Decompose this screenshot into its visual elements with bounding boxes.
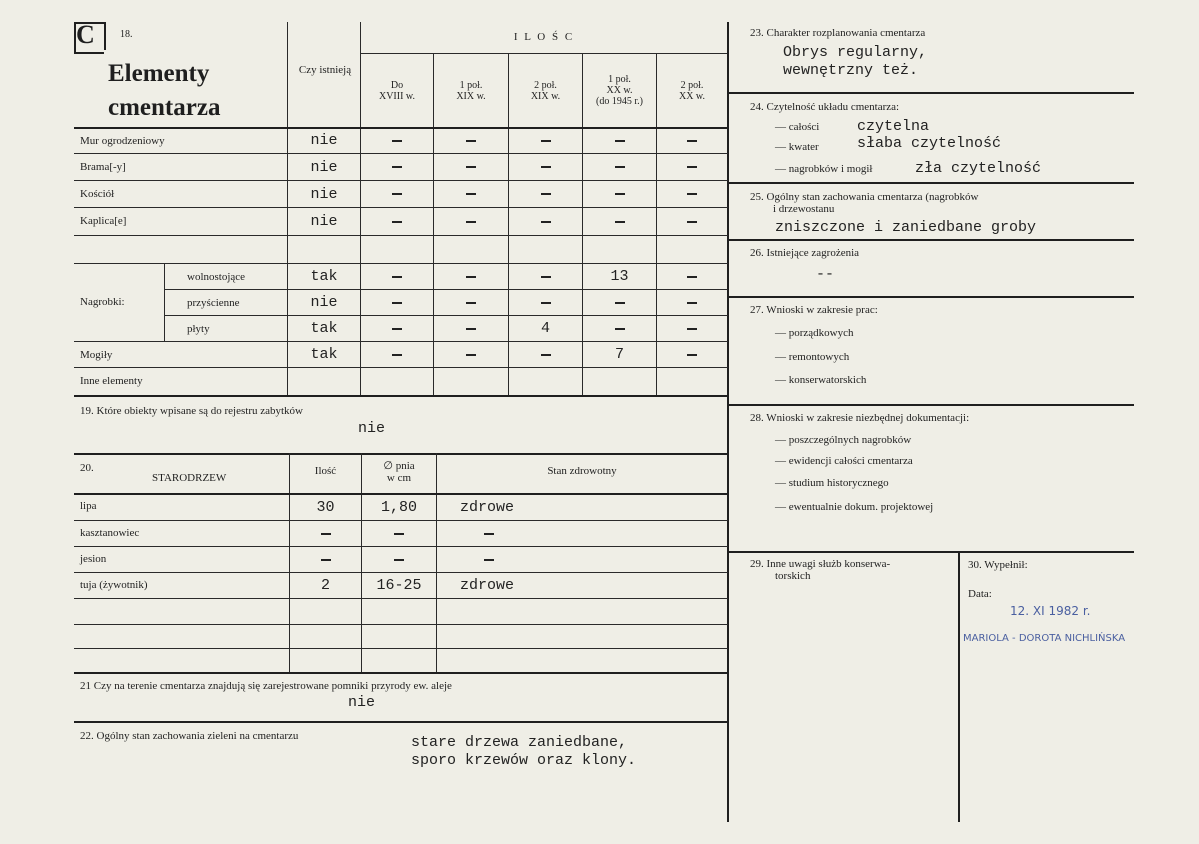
ilosc-value: [361, 154, 433, 180]
dash-mark: [466, 354, 476, 356]
ilosc-value: [583, 154, 656, 180]
q28-label: 28. Wnioski w zakresie niezbędnej dokumentacji:: [750, 412, 970, 424]
header-period-2: [509, 80, 582, 102]
dash-mark: [615, 221, 625, 223]
header-ilosc: I L O Ś C: [513, 31, 575, 43]
nagrobki-label: Nagrobki:: [80, 296, 125, 308]
ilosc-value: [361, 128, 433, 153]
czy-istnieje-value: nie: [310, 185, 338, 203]
ilosc-value: [509, 290, 582, 315]
q19-answer: nie: [358, 420, 386, 437]
q25-label-line1: 25. Ogólny stan zachowania cmentarza (nagrobków: [750, 191, 979, 203]
dash-mark: [321, 559, 331, 561]
dash-mark: [321, 533, 331, 535]
dash-mark: [541, 302, 551, 304]
dash-mark: [687, 166, 697, 168]
q25-answer: zniszczone i zaniedbane groby: [775, 219, 1037, 236]
tree-pien: 1,80: [380, 498, 417, 516]
header-period-1-l2: XIX w.: [456, 91, 486, 102]
title-line1: Elementy: [108, 60, 210, 87]
q30-name: MARIOLA - DOROTA NICHLIŃSKA: [963, 633, 1126, 644]
dash-mark: [687, 276, 697, 278]
dash-mark: [466, 328, 476, 330]
q27-item-remontowych: — remontowych: [775, 351, 850, 363]
tree-pien: [362, 547, 436, 572]
dash-mark: [687, 354, 697, 356]
section-letter: C: [76, 20, 95, 49]
q30-data-label: Data:: [968, 588, 992, 600]
ilosc-value: [509, 128, 582, 153]
ilosc-value: [361, 290, 433, 315]
q24-label: 24. Czytelność układu cmentarza:: [750, 101, 900, 113]
ilosc-value: [657, 128, 727, 153]
element-row-label: Brama[-y]: [80, 161, 126, 173]
czy-istnieje-value: nie: [310, 213, 338, 230]
ilosc-value: [434, 208, 508, 235]
q24-answer-nagrobkow: zła czytelność: [915, 160, 1042, 177]
dash-mark: [484, 533, 494, 535]
tree-stan: [460, 547, 660, 572]
tree-stan: zdrowe: [460, 577, 515, 594]
ilosc-value: [361, 208, 433, 235]
dash-mark: [392, 221, 402, 223]
dash-mark: [615, 328, 625, 330]
header-period-4: [657, 80, 727, 102]
ilosc-value: [434, 342, 508, 367]
ilosc-value: [434, 128, 508, 153]
ilosc-value: [509, 208, 582, 235]
tree-stan: [460, 521, 660, 546]
ilosc-value: [583, 181, 656, 207]
dash-mark: [392, 166, 402, 168]
nagrobki-row-label: płyty: [187, 323, 210, 335]
element-row-label: Mur ogrodzeniowy: [80, 135, 165, 147]
tree-pien: [362, 521, 436, 546]
tree-name: tuja (żywotnik): [80, 579, 148, 591]
dash-mark: [392, 140, 402, 142]
header-period-3: [583, 74, 656, 107]
tree-name: lipa: [80, 500, 97, 512]
element-row-label: Kościół: [80, 188, 115, 200]
dash-mark: [687, 302, 697, 304]
czy-istnieje-value: nie: [310, 158, 338, 176]
czy-istnieje-value: nie: [310, 132, 338, 149]
dash-mark: [466, 276, 476, 278]
tree-stan: zdrowe: [460, 498, 515, 516]
q26-answer: --: [816, 266, 835, 283]
ilosc-value: [583, 128, 656, 153]
q25-label-line2: i drzewostanu: [773, 203, 835, 215]
dash-mark: [466, 221, 476, 223]
ilosc-value: [361, 316, 433, 341]
ilosc-value: [361, 264, 433, 289]
q24-item-nagrobkow: — nagrobków i mogił: [775, 163, 873, 175]
q24-answer-kwater: słaba czytelność: [857, 135, 1002, 152]
header-period-0-l2: XVIII w.: [378, 91, 415, 102]
dash-mark: [466, 302, 476, 304]
ilosc-value: 7: [614, 346, 624, 363]
q28-item-nagrobkow: — poszczególnych nagrobków: [775, 434, 912, 446]
ilosc-value: 4: [540, 320, 550, 337]
dash-mark: [541, 354, 551, 356]
ilosc-value: [434, 154, 508, 180]
q24-answer-calosci: czytelna: [857, 118, 930, 135]
dash-mark: [484, 559, 494, 561]
section-number: 18.: [120, 29, 133, 40]
q20-header-ilosc: Ilość: [314, 465, 337, 477]
dash-mark: [687, 140, 697, 142]
czy-istnieje-value: tak: [310, 320, 338, 337]
q28-item-projektowej: — ewentualnie dokum. projektowej: [775, 501, 934, 513]
q20-header-pien1: ∅ pnia: [383, 460, 415, 472]
ilosc-value: [509, 181, 582, 207]
q23-answer-line1: Obrys regularny,: [783, 44, 928, 61]
czy-istnieje-value: tak: [310, 346, 338, 363]
tree-name: kasztanowiec: [80, 527, 140, 539]
ilosc-value: [361, 181, 433, 207]
dash-mark: [392, 302, 402, 304]
ilosc-value: [657, 342, 727, 367]
header-period-0-l1: Do: [390, 80, 404, 91]
q27-label: 27. Wnioski w zakresie prac:: [750, 304, 878, 316]
dash-mark: [392, 328, 402, 330]
header-czy-istnieja: Czy istnieją: [298, 64, 352, 76]
dash-mark: [687, 221, 697, 223]
header-period-4-l1: 2 poł.: [680, 80, 704, 91]
dash-mark: [615, 140, 625, 142]
dash-mark: [541, 221, 551, 223]
ilosc-value: [509, 342, 582, 367]
element-row-label: Kaplica[e]: [80, 215, 127, 227]
q20-number: 20.: [80, 462, 94, 474]
dash-mark: [687, 328, 697, 330]
ilosc-value: [657, 154, 727, 180]
dash-mark: [394, 533, 404, 535]
dash-mark: [392, 354, 402, 356]
q21-label: 21 Czy na terenie cmentarza znajdują się zarejestrowane pomniki przyrody ew. aleje: [80, 680, 452, 692]
q20-header-starodrzew: STARODRZEW: [152, 472, 227, 484]
dash-mark: [541, 276, 551, 278]
q20-header-stan: Stan zdrowotny: [547, 465, 617, 477]
tree-ilosc: 30: [316, 498, 335, 516]
q29-label-line1: 29. Inne uwagi służb konserwa-: [750, 558, 891, 570]
q26-label: 26. Istniejące zagrożenia: [750, 247, 860, 259]
header-period-3-l1: 1 poł.: [608, 74, 631, 85]
header-period-1: [434, 80, 508, 102]
ilosc-value: [434, 264, 508, 289]
title-line2: cmentarza: [108, 94, 221, 121]
header-period-2-l1: 2 poł.: [534, 80, 557, 91]
ilosc-value: [434, 290, 508, 315]
dash-mark: [466, 140, 476, 142]
q20-header-pien2: w cm: [386, 472, 412, 484]
tree-pien: 16-25: [376, 577, 422, 594]
dash-mark: [466, 166, 476, 168]
dash-mark: [687, 193, 697, 195]
header-period-0: [361, 80, 433, 102]
dash-mark: [615, 166, 625, 168]
dash-mark: [394, 559, 404, 561]
ilosc-value: [509, 264, 582, 289]
ilosc-value: [657, 264, 727, 289]
ilosc-value: [434, 181, 508, 207]
q30-label: 30. Wypełnił:: [968, 559, 1028, 571]
dash-mark: [615, 302, 625, 304]
header-period-2-l2: XIX w.: [530, 91, 561, 102]
tree-name: jesion: [80, 553, 107, 565]
czy-istnieje-value: tak: [310, 268, 338, 285]
ilosc-value: [583, 316, 656, 341]
q23-answer-line2: wewnętrzny też.: [783, 62, 919, 79]
q29-label-line2: torskich: [775, 570, 811, 582]
dash-mark: [541, 193, 551, 195]
header-period-1-l1: 1 poł.: [459, 80, 483, 91]
dash-mark: [615, 193, 625, 195]
czy-istnieje-value: nie: [310, 294, 338, 311]
header-period-4-l2: XX w.: [678, 91, 705, 102]
q19-label: 19. Które obiekty wpisane są do rejestru zabytków: [80, 405, 303, 417]
inne-elementy-label: Inne elementy: [80, 375, 143, 387]
dash-mark: [541, 140, 551, 142]
ilosc-value: 13: [610, 268, 629, 285]
header-period-3-l3: (do 1945 r.): [596, 96, 643, 107]
nagrobki-row-label: przyścienne: [187, 297, 240, 309]
q27-item-konserwatorskich: — konserwatorskich: [775, 374, 867, 386]
tree-ilosc: [290, 521, 361, 546]
mogily-label: Mogiły: [80, 349, 113, 361]
ilosc-value: [583, 208, 656, 235]
ilosc-value: [657, 290, 727, 315]
dash-mark: [541, 166, 551, 168]
q22-answer-line2: sporo krzewów oraz klony.: [411, 752, 637, 769]
header-period-3-l2: XX w.: [606, 85, 633, 96]
tree-ilosc: [290, 547, 361, 572]
q22-answer-line1: stare drzewa zaniedbane,: [411, 734, 628, 751]
tree-ilosc: 2: [320, 577, 330, 594]
q21-answer: nie: [348, 694, 376, 711]
dash-mark: [466, 193, 476, 195]
dash-mark: [392, 193, 402, 195]
ilosc-value: [509, 154, 582, 180]
ilosc-value: [434, 316, 508, 341]
q27-item-porzadkowych: — porządkowych: [775, 327, 854, 339]
q22-label: 22. Ogólny stan zachowania zieleni na cmentarzu: [80, 730, 299, 742]
q24-item-kwater: — kwater: [775, 141, 819, 153]
dash-mark: [392, 276, 402, 278]
q30-date: 12. XI 1982 r.: [1010, 604, 1091, 618]
q28-item-ewidencji: — ewidencji całości cmentarza: [775, 455, 913, 467]
q28-item-studium: — studium historycznego: [775, 477, 889, 489]
ilosc-value: [657, 208, 727, 235]
nagrobki-row-label: wolnostojące: [187, 271, 246, 283]
ilosc-value: [583, 290, 656, 315]
ilosc-value: [361, 342, 433, 367]
q24-item-calosci: — całości: [775, 121, 820, 133]
ilosc-value: [657, 181, 727, 207]
ilosc-value: [657, 316, 727, 341]
q23-label: 23. Charakter rozplanowania cmentarza: [750, 27, 926, 39]
